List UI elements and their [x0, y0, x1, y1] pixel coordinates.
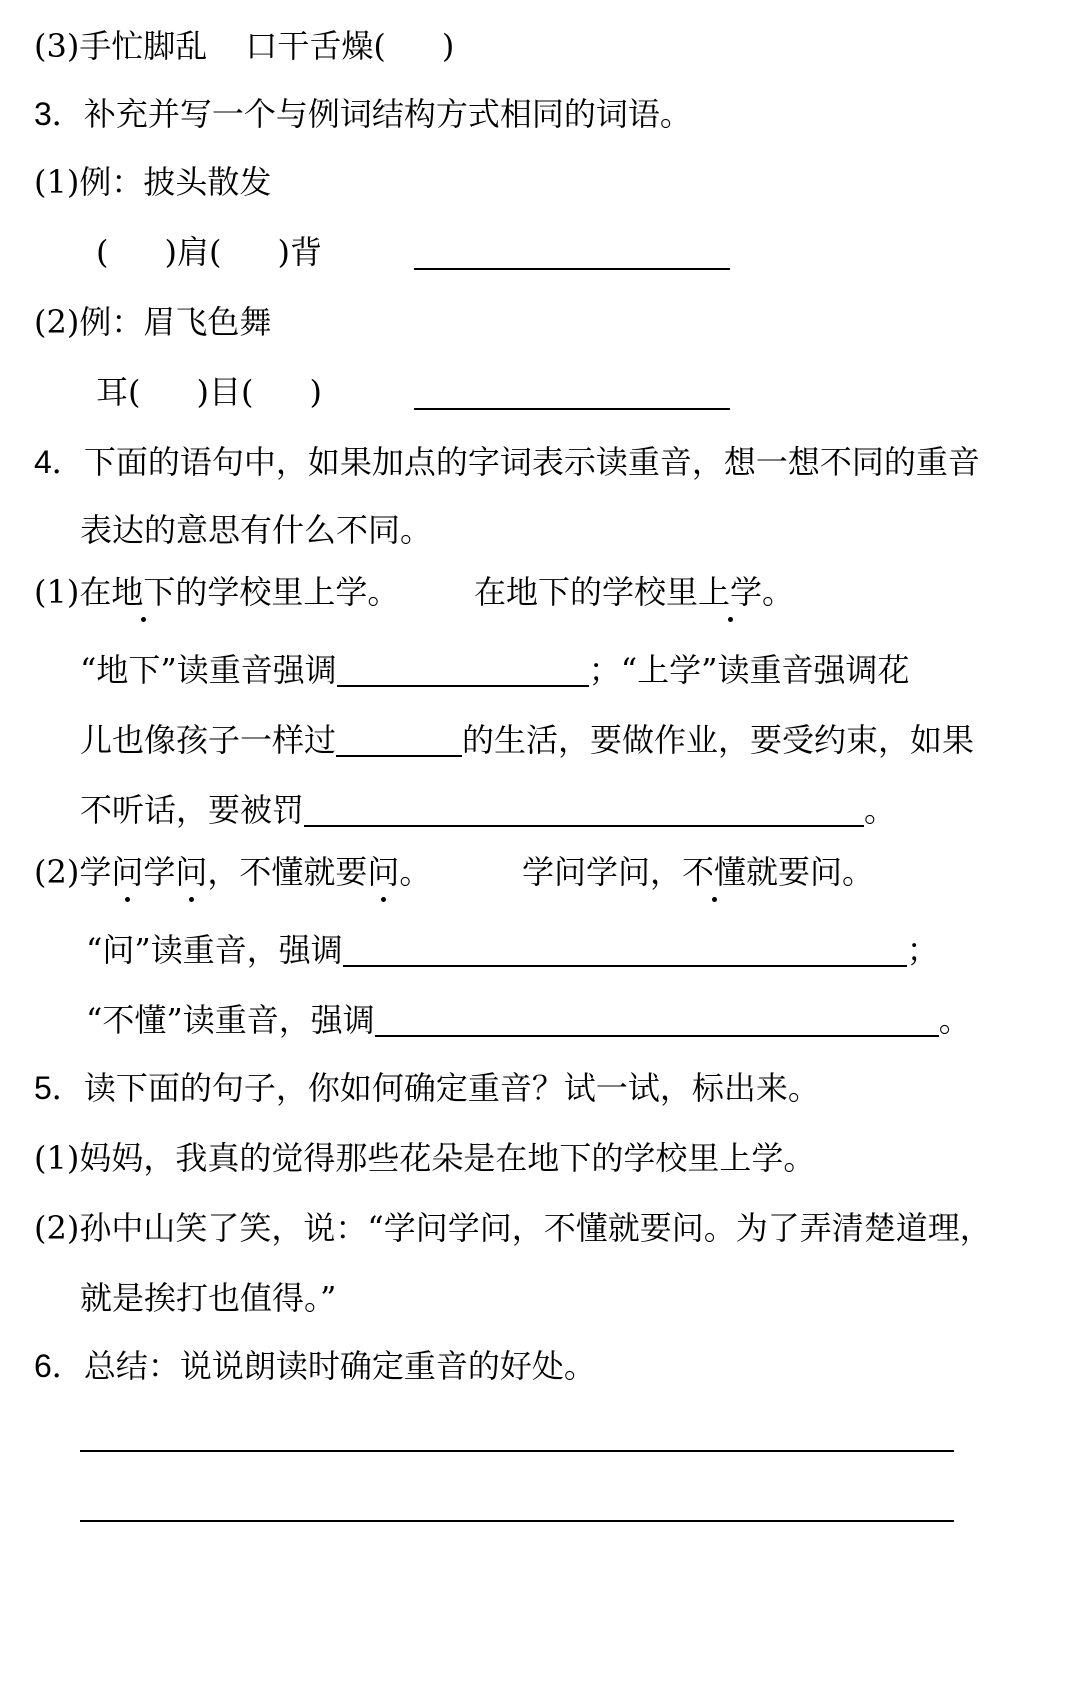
q4-part-2-sentence-a: (2)学问学问，不懂就要问。 — [34, 853, 432, 891]
q3-part-1-example: (1)例：披头散发 — [34, 163, 272, 201]
question-6-title: 6．总结：说说朗读时确定重音的好处。 — [34, 1347, 596, 1385]
q3-part-1-answer-line[interactable] — [414, 268, 730, 270]
q4-part-1-answer-row-3: 不听话，要被罚 。 — [80, 791, 897, 829]
question-4-title: 4．下面的语句中，如果加点的字词表示读重音，想一想不同的重音 — [34, 443, 980, 481]
q5-part-1: (1)妈妈，我真的觉得那些花朵是在地下的学校里上学。 — [34, 1139, 816, 1177]
question-3-title: 3．补充并写一个与例词结构方式相同的词语。 — [34, 95, 692, 133]
question-number: 5． — [34, 1070, 84, 1106]
q3-part-2-answer-line[interactable] — [414, 408, 730, 410]
answer-blank[interactable] — [337, 651, 589, 687]
q6-answer-line-1[interactable] — [80, 1450, 954, 1452]
q4-part-2-answer-row-2: “不懂”读重音，强调 。 — [86, 1001, 971, 1039]
question-number: 4． — [34, 444, 84, 480]
q5-part-2: (2)孙中山笑了笑，说：“学问学问，不懂就要问。为了弄清楚道理， — [34, 1209, 992, 1247]
answer-blank[interactable] — [343, 931, 907, 967]
q4-part-1-answer-row-1: “地下”读重音强调 ；“上学”读重音强调花 — [80, 651, 910, 689]
question-number: 3． — [34, 96, 84, 132]
q3-part-1-blank-word: ( )肩( )背 — [96, 233, 322, 271]
answer-blank[interactable] — [304, 791, 864, 827]
question-4-title-cont: 表达的意思有什么不同。 — [80, 511, 433, 549]
question-5-title: 5．读下面的句子，你如何确定重音？试一试，标出来。 — [34, 1069, 820, 1107]
emphasis-dotted-text: 问 — [111, 853, 144, 891]
question-number: 6． — [34, 1348, 84, 1384]
answer-blank[interactable] — [336, 721, 462, 757]
q2-item-3: (3)手忙脚乱 口干舌燥( ) — [34, 27, 455, 65]
q3-part-2-blank-word: 耳( )目( ) — [96, 373, 322, 411]
emphasis-dotted-text: 问 — [175, 853, 208, 891]
q5-part-2-cont: 就是挨打也值得。” — [80, 1279, 337, 1317]
emphasis-dotted-text: 问 — [367, 853, 400, 891]
answer-blank[interactable] — [375, 1001, 939, 1037]
item-label: (3) — [34, 27, 80, 65]
q4-part-2-sentence-b: 学问学问，不懂就要问。 — [522, 853, 875, 891]
word-2: 口干舌燥 — [245, 27, 374, 65]
q4-part-1-sentence-a: (1)在地下的学校里上学。 — [34, 573, 400, 611]
emphasis-dotted-text: 不懂 — [682, 853, 747, 891]
q6-answer-line-2[interactable] — [80, 1520, 954, 1522]
q3-part-2-example: (2)例：眉飞色舞 — [34, 303, 272, 341]
q4-part-2-answer-row-1: “问”读重音，强调 ； — [86, 931, 939, 969]
emphasis-dotted-text: 上学 — [698, 573, 763, 611]
emphasis-dotted-text: 地下 — [111, 573, 176, 611]
q4-part-1-answer-row-2: 儿也像孩子一样过 的生活，要做作业，要受约束，如果 — [80, 721, 975, 759]
word-1: 手忙脚乱 — [79, 27, 208, 65]
q4-part-1-sentence-b: 在地下的学校里上学。 — [474, 573, 795, 611]
